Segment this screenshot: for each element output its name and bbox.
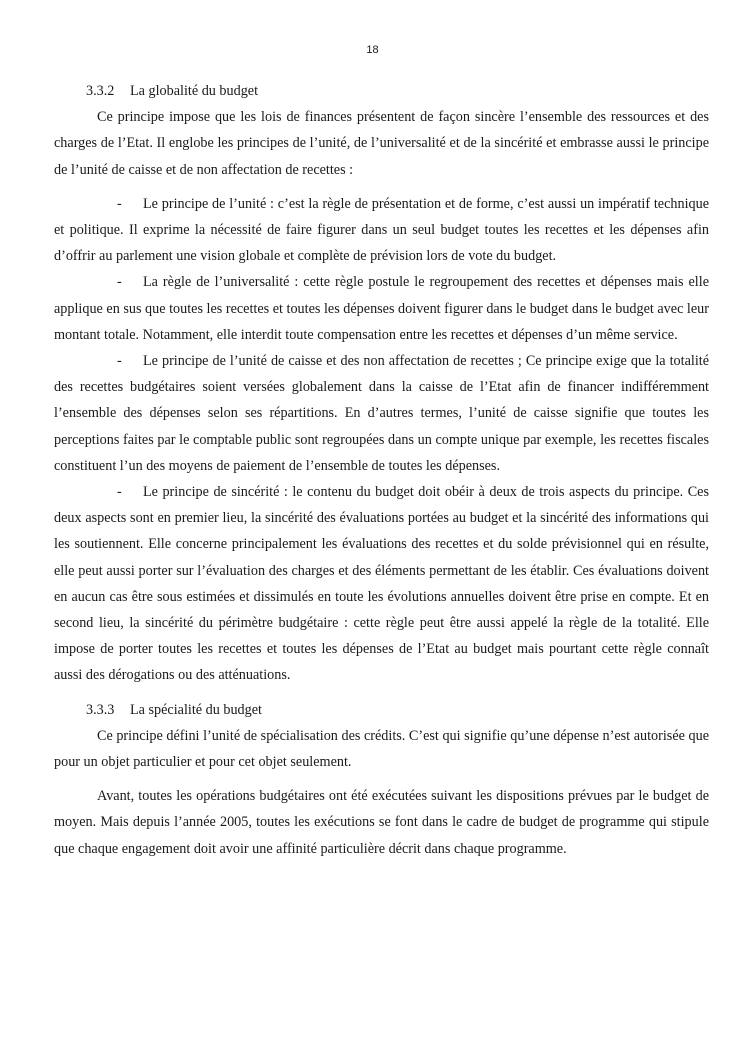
bullet-dash: - bbox=[117, 353, 122, 370]
section-heading-3-3-2 bbox=[54, 78, 709, 104]
page-number: 18 bbox=[366, 44, 379, 56]
section-intro-paragraph: Ce principe défini l’unité de spécialisation des crédits. C’est qui signifie qu’une dépense n’est autorisée que pour un objet particulier et pour cet objet seulement. bbox=[54, 727, 709, 771]
bullet-text: La règle de l’universalité : cette règle postule le regroupement des recettes et dépenses mais elle applique en sus que toutes les recettes et toutes les dépenses doivent figurer dans le budget dans le budget avec leur montant totale. Notamment, elle interdit toute compensation entre les recettes et dépenses d’un même service. bbox=[54, 274, 709, 343]
bullet-dash: - bbox=[117, 195, 122, 212]
section-title: La globalité du budget bbox=[130, 83, 259, 99]
section-number: 3.3.2 bbox=[86, 83, 115, 99]
section-number: 3.3.3 bbox=[86, 701, 115, 718]
body-paragraph: Avant, toutes les opérations budgétaires ont été exécutées suivant les dispositions prévues par le budget de moyen. Mais depuis l’année 2005, toutes les exécutions se font dans le cadre de budget de programme qui stipule que chaque engagement doit avoir une affinité particulière décrit dans chaque programme. bbox=[54, 788, 709, 857]
bullet-text: Le principe de l’unité de caisse et des non affectation de recettes ; Ce principe exige que la totalité des recettes budgétaires soient versées globalement dans la caisse de l’Etat afin de financer indifféremment l’ensemble des dépenses selon ses répartitions. En d’autres termes, l’unité de caisse signifie que toutes les perceptions faites par le comptable public sont regroupées dans un compte unique par exemple, les recettes fiscales constituent l’un des moyens de paiement de l’ensemble de toutes les dépenses. bbox=[54, 353, 709, 474]
section-title: La spécialité du budget bbox=[130, 701, 262, 718]
section-heading-3-3-3 bbox=[54, 697, 709, 723]
bullet-principe-unite bbox=[54, 191, 709, 270]
bullet-dash: - bbox=[117, 484, 122, 501]
bullet-text: Le principe de l’unité : c’est la règle de présentation et de forme, c’est aussi un impératif technique et politique. Il exprime la nécessité de faire figurer dans un seul budget toutes les recettes et les dépenses afin d’offrir au parlement une vision globale et complète de prévision lors de vote du budget. bbox=[54, 195, 709, 265]
section-intro-paragraph: Ce principe impose que les lois de finances présentent de façon sincère l’ensemble des ressources et des charges de l’Etat. Il englobe les principes de l’unité, de l’universalité et de la sincérité et embrasse aussi le principe de l’unité de caisse et de non affectation de recettes : bbox=[54, 109, 709, 178]
bullet-text: Le principe de sincérité : le contenu du budget doit obéir à deux de trois aspects du principe. Ces deux aspects sont en premier lieu, la sincérité des évaluations portées au budget et la sincérité des informations qui les soutiennent. Elle concerne principalement les évaluations des recettes et du solde prévisionnel qui en résulte, elle peut aussi porter sur l’évaluation des charges et des éléments permettant de les établir. Ces évaluations doivent en aucun cas être sous estimées et dissimulés en toute les évolutions annuelles doivent être prise en compte. Et en second lieu, la sincérité du périmètre budgétaire : cette règle peut être aussi appelé la règle de la totalité. Elle impose de porter toutes les recettes et toutes les dépenses de l’Etat au budget mais pourtant cette règle connaît aussi des dérogations ou des atténuations. bbox=[54, 484, 709, 684]
bullet-dash: - bbox=[117, 274, 122, 291]
bullet-regle-universalite bbox=[54, 269, 709, 348]
bullet-principe-sincerite bbox=[54, 479, 709, 689]
bullet-unite-de-caisse bbox=[54, 348, 709, 479]
document-body bbox=[54, 78, 709, 862]
